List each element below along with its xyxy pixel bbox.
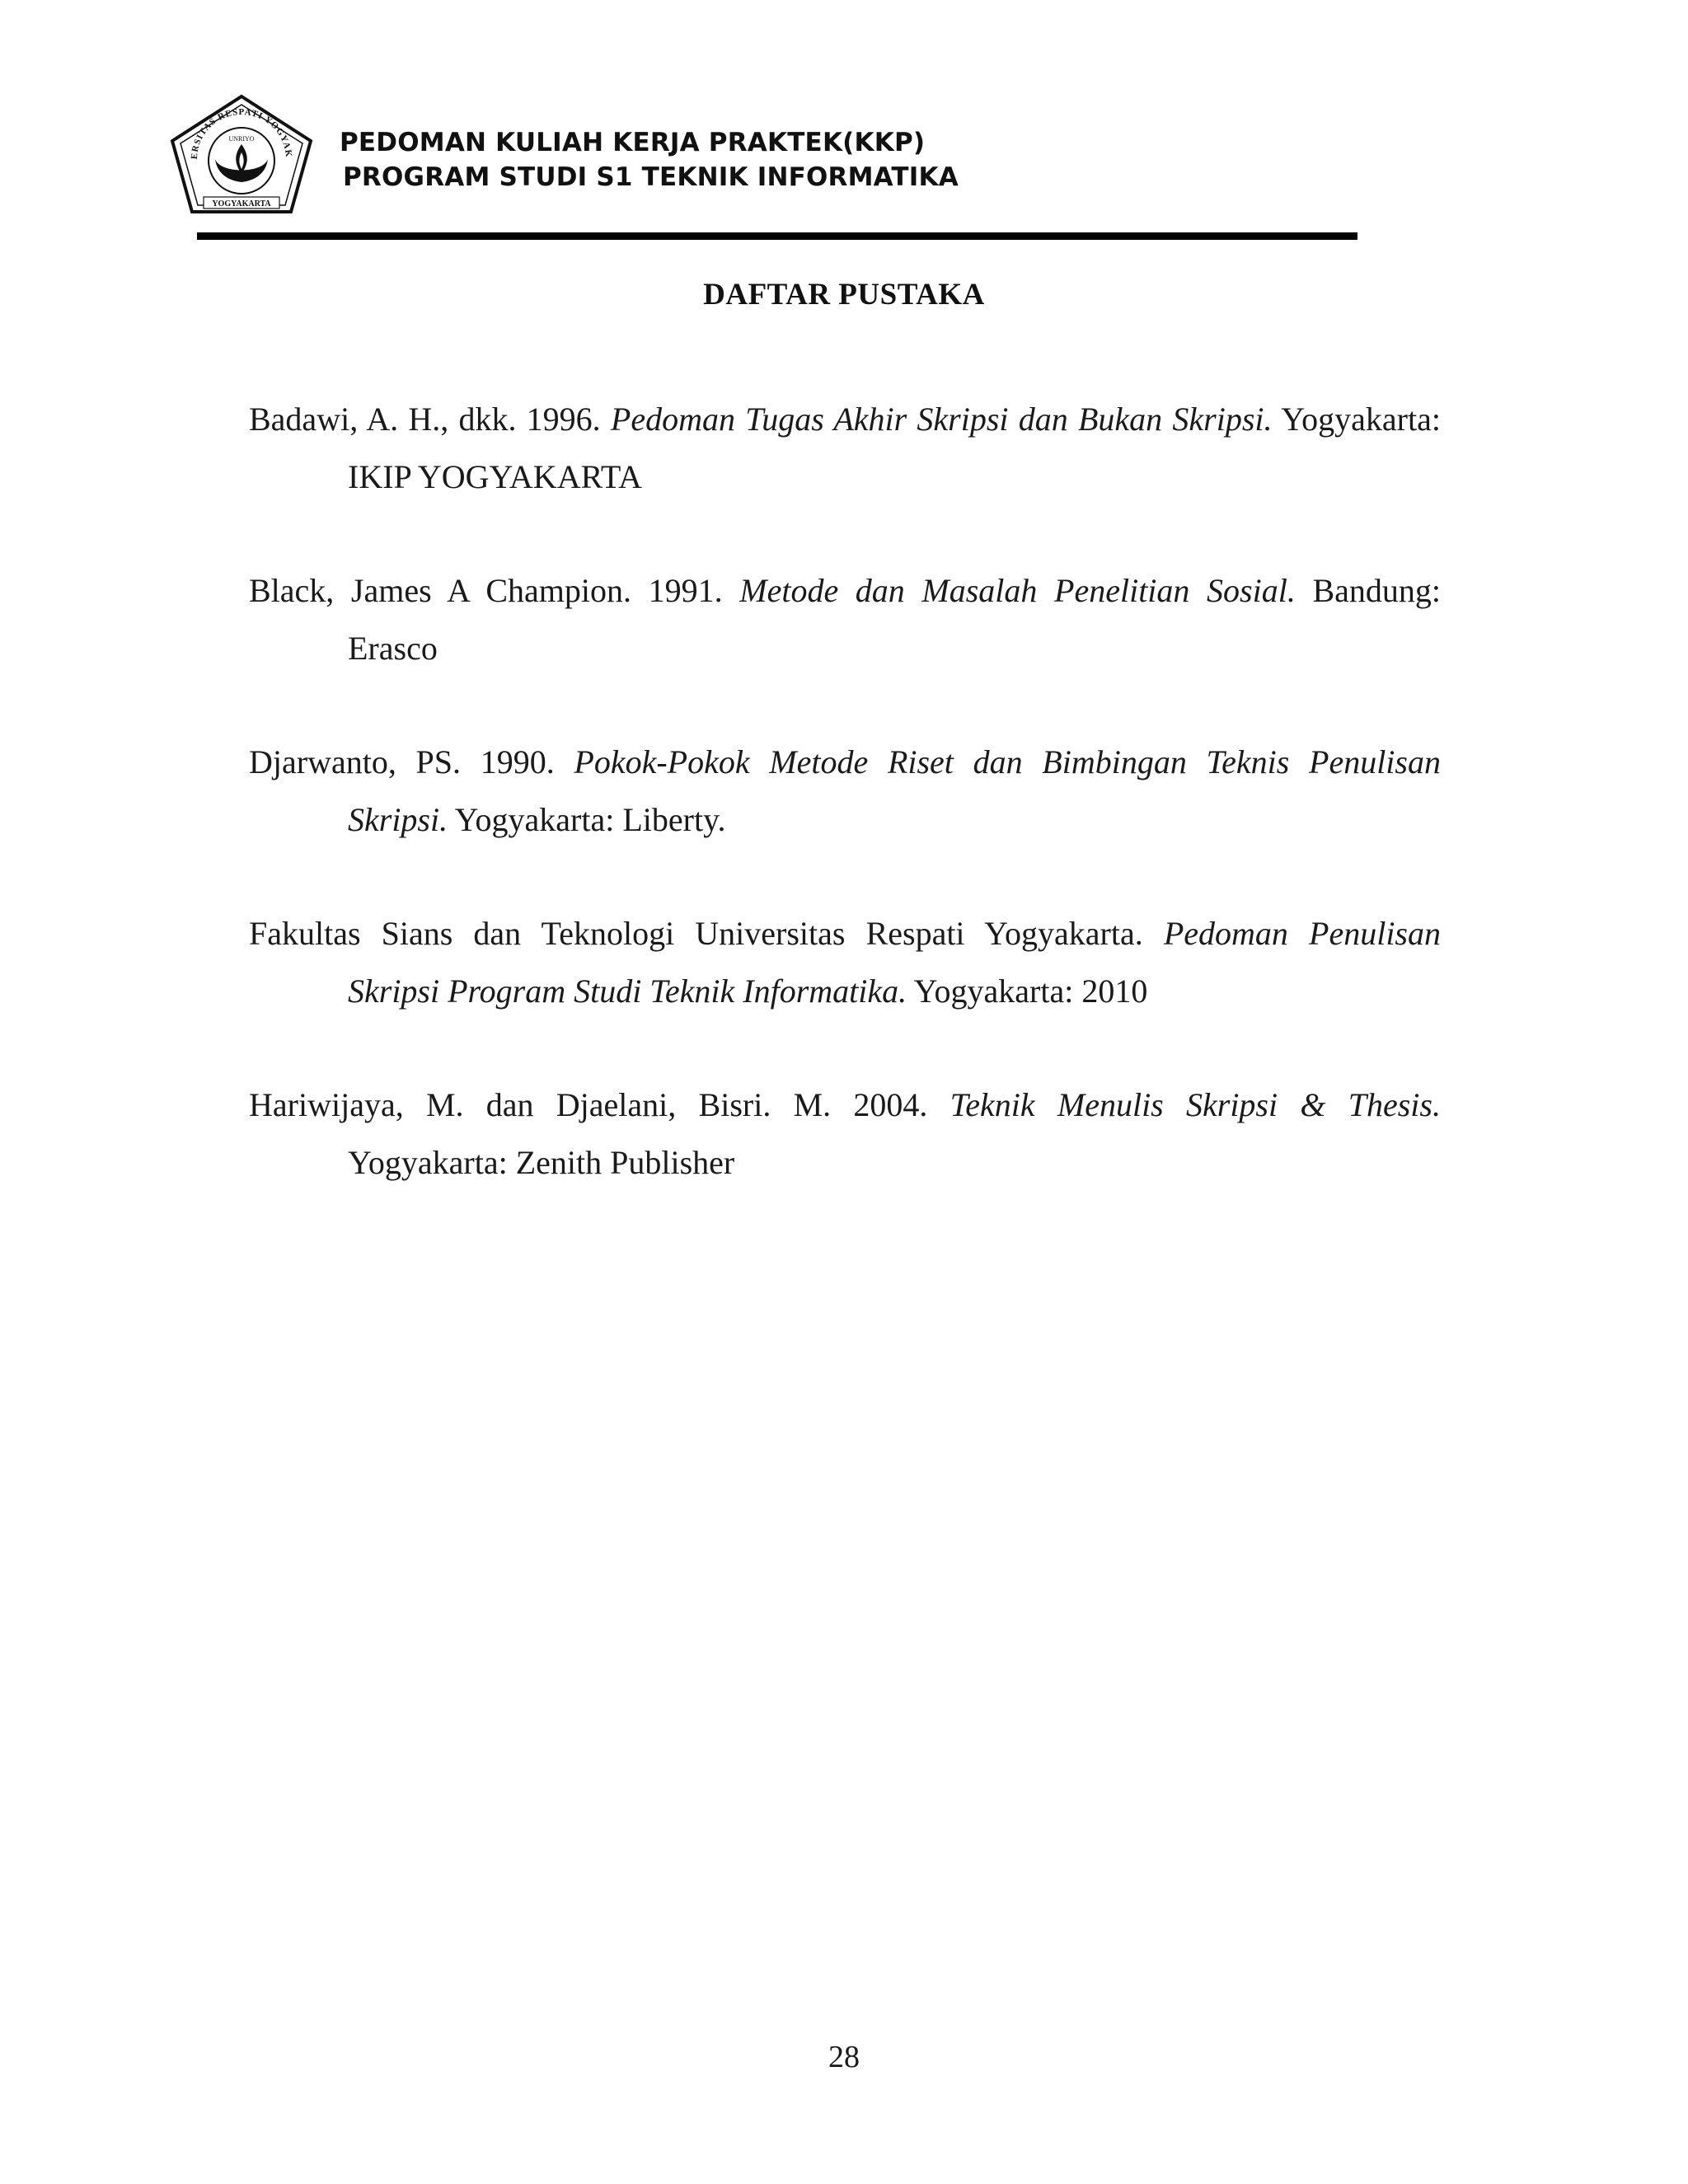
reference-lead: Badawi, A. H., dkk. 1996. [249,401,611,438]
seal-ring-text: ERSITAS RESPATI YOGYAK [189,106,294,160]
header-line-1: PEDOMAN KULIAH KERJA PRAKTEK(KKP) [340,128,926,157]
reference-lead: Fakultas Sians dan Teknologi Universitas Respati Yogyakarta. [249,915,1164,952]
university-seal-icon [167,93,316,217]
reference-title: Pedoman Penulisan Skripsi Program Studi Teknik Informatika. [348,915,1441,1010]
header-line-2: PROGRAM STUDI S1 TEKNIK INFORMATIKA [343,162,959,192]
document-header [340,125,959,194]
reference-lead: Hariwijaya, M. dan Djaelani, Bisri. M. 2004. [249,1086,950,1123]
section-title: DAFTAR PUSTAKA [703,278,985,312]
page-number: 28 [828,2040,860,2074]
reference-entry [249,562,1441,677]
reference-tail: Bandung: Erasco [348,572,1442,667]
header-divider [197,232,1357,240]
reference-title: Metode dan Masalah Penelitian Sosial. [739,572,1296,609]
reference-title: Pokok-Pokok Metode Riset dan Bimbingan Teknis Penulisan Skripsi. [348,743,1441,838]
reference-lead: Black, James A Champion. 1991. [249,572,740,609]
reference-tail: Yogyakarta: Zenith Publisher [348,1144,735,1181]
reference-entry [249,733,1441,849]
reference-entry [249,391,1441,506]
reference-title: Pedoman Tugas Akhir Skripsi dan Bukan Skripsi. [610,401,1273,438]
reference-entry [249,905,1441,1020]
seal-bottom-text: YOGYAKARTA [212,199,271,209]
reference-tail: Yogyakarta: Liberty. [448,801,726,838]
reference-title: Teknik Menulis Skripsi & Thesis. [950,1086,1441,1123]
reference-tail: Yogyakarta: 2010 [907,972,1148,1010]
seal-inner-text: UNRIYO [228,135,255,143]
reference-lead: Djarwanto, PS. 1990. [249,743,574,780]
reference-tail: Yogyakarta: IKIP YOGYAKARTA [348,401,1441,495]
reference-entry [249,1076,1441,1192]
reference-list [249,391,1441,1248]
